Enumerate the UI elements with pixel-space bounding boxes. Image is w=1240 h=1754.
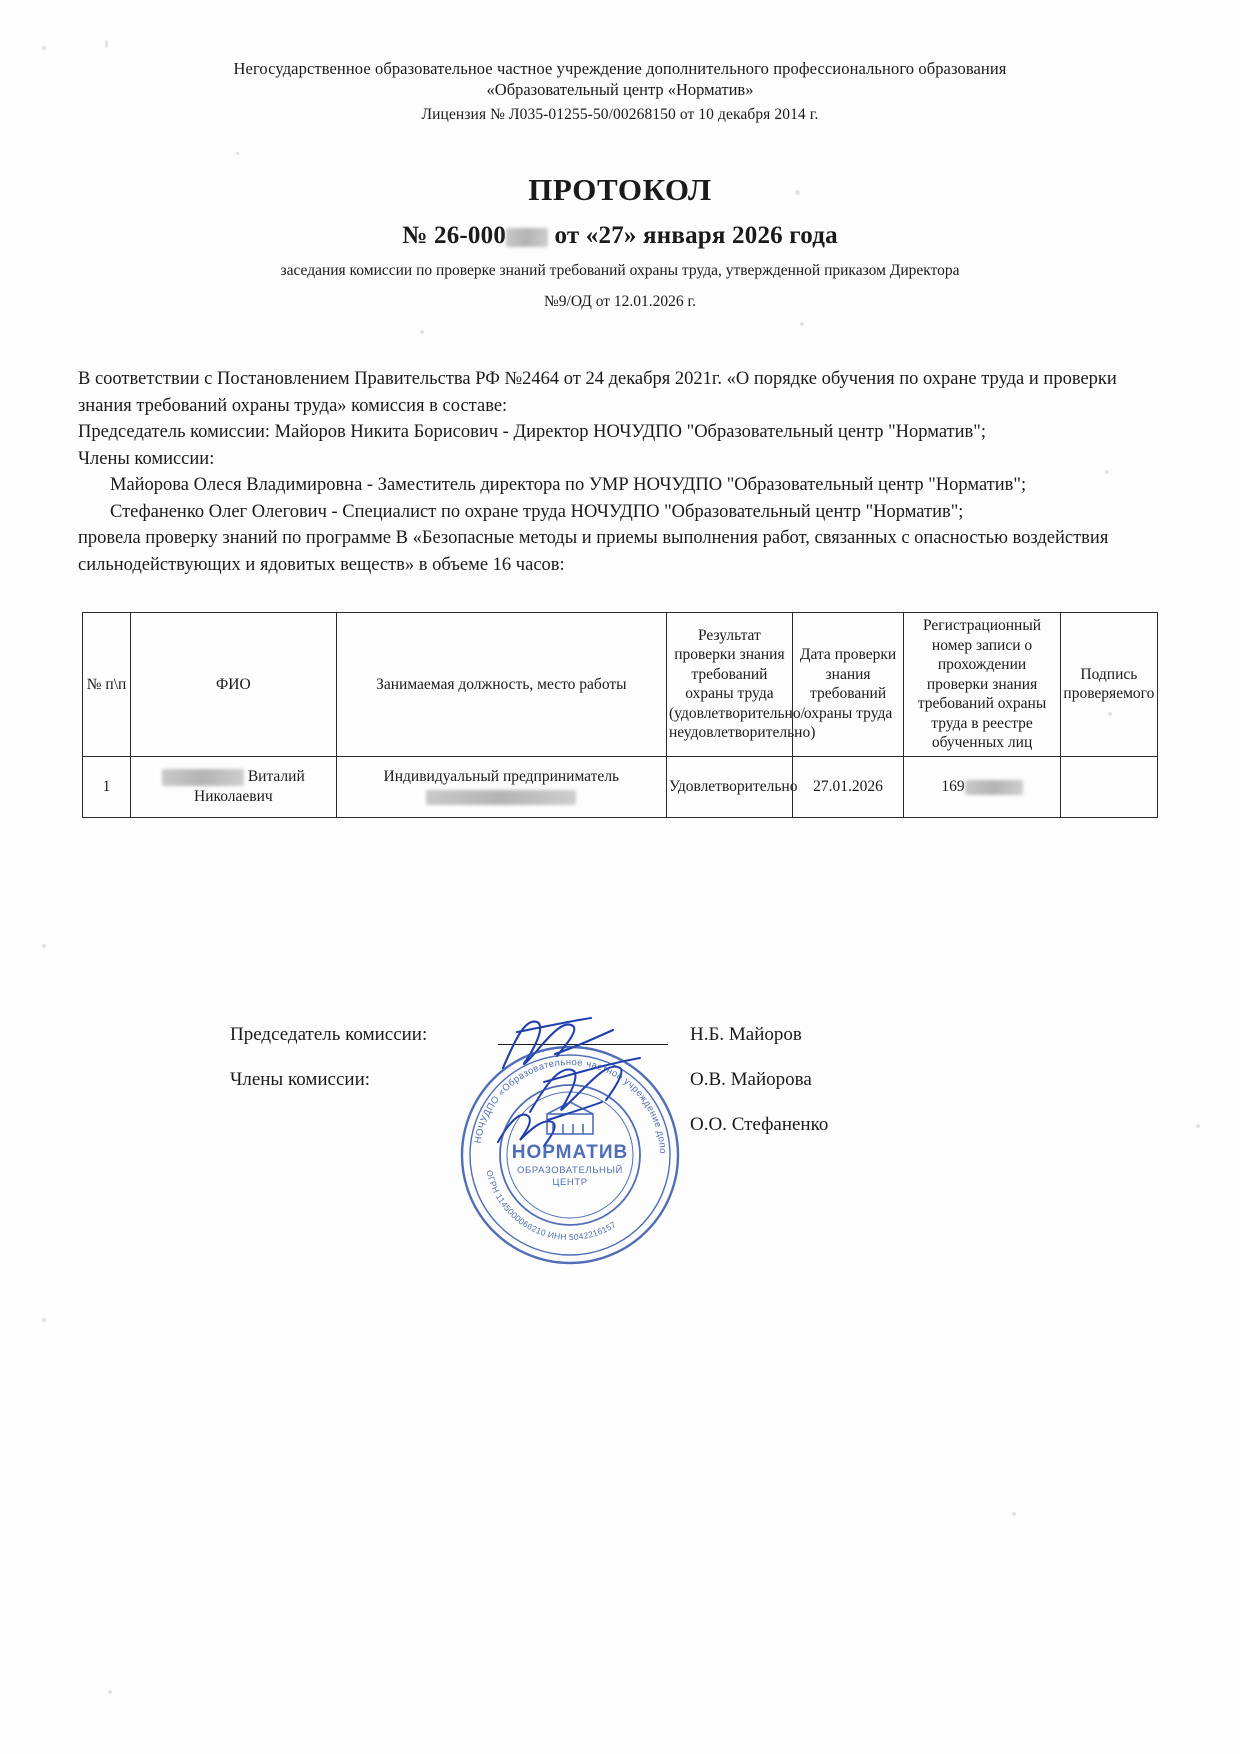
scan-speck (105, 40, 108, 48)
scan-speck (1196, 1124, 1200, 1128)
body-paragraph-2: Председатель комиссии: Майоров Никита Борисович - Директор НОЧУДПО "Образовательный центр "Норматив"; (78, 422, 986, 442)
column-header-fio: ФИО (131, 613, 337, 757)
organization-name-line2: «Образовательный центр «Норматив» (486, 80, 754, 99)
cell-registry-number (904, 756, 1060, 817)
cell-date: 27.01.2026 (792, 756, 903, 817)
column-header-result: Результат проверки знания требований охраны труда (удовлетворительно/неудовлетворительно) (667, 613, 793, 757)
table-row (83, 756, 1158, 817)
column-header-signature: Подпись проверяемого (1060, 613, 1157, 757)
stamp-center-line3: ЦЕНТР (552, 1177, 588, 1188)
stamp-center-line2: ОБРАЗОВАТЕЛЬНЫЙ (517, 1165, 623, 1176)
cell-fio-text: Виталий Николаевич (194, 768, 305, 805)
stamp-center-line1: НОРМАТИВ (511, 1142, 629, 1163)
cell-signature (1060, 756, 1157, 817)
redacted-position-detail (426, 790, 576, 805)
chairman-name: Н.Б. Майоров (690, 1024, 802, 1045)
redacted-surname (162, 769, 244, 786)
cell-number: 1 (83, 756, 131, 817)
cell-result: Удовлетворительно (667, 756, 793, 817)
member1-name: О.В. Майорова (690, 1069, 812, 1090)
document-number (0, 222, 1240, 250)
cell-position (336, 756, 666, 817)
body-member-1: Майорова Олеся Владимировна - Заместитель директора по УМР НОЧУДПО "Образовательный центр "Норматив"; (110, 475, 1027, 495)
document-number-prefix: № 26-000 (402, 222, 507, 249)
organization-name-line1: Негосударственное образовательное частное учреждение дополнительного профессионального образования (233, 59, 1007, 78)
body-paragraph-3: Члены комиссии: (78, 448, 215, 469)
scan-speck (108, 1690, 112, 1694)
license-line: Лицензия № Л035-01255-50/00268150 от 10 декабря 2014 г. (421, 106, 819, 123)
scan-speck (42, 46, 46, 50)
table-header-row (83, 613, 1158, 757)
redacted-number (506, 228, 548, 247)
column-header-number: № п\п (83, 613, 131, 757)
column-header-registry: Регистрационный номер записи о прохождении проверки знания требований охраны труда в реестре обученных лиц (904, 613, 1060, 757)
scan-speck (800, 322, 804, 326)
document-body (78, 366, 1162, 578)
scan-speck (795, 190, 800, 195)
scan-speck (42, 1318, 46, 1322)
cell-position-text: Индивидуальный предприниматель (383, 768, 620, 785)
scan-speck (236, 152, 239, 155)
document-number-suffix: от «27» января 2026 года (548, 222, 838, 249)
column-header-date: Дата проверки знания требований охраны труда (792, 613, 903, 757)
cell-fio (131, 756, 337, 817)
body-paragraph-1: В соответствии с Постановлением Правительства РФ №2464 от 24 декабря 2021г. «О порядке обучения по охране труда и проверки знания требований охраны труда» комиссия в составе: (78, 369, 1117, 416)
scan-speck (1105, 470, 1109, 474)
column-header-position: Занимаемая должность, место работы (336, 613, 666, 757)
stamp-outer-bottom-text: ОГРН 1145000066210 ИНН 5042216157 (484, 1169, 618, 1243)
scan-speck (1108, 712, 1112, 716)
official-stamp (455, 1040, 685, 1270)
chairman-label: Председатель комиссии: (230, 1024, 428, 1045)
page-title: ПРОТОКОЛ (528, 172, 712, 207)
members-label: Члены комиссии: (230, 1069, 371, 1090)
stamp-outer-top-text: НОЧУДПО «Образовательное частное учреждение допо (472, 1056, 669, 1155)
body-paragraph-6: провела проверку знаний по программе В «Безопасные методы и приемы выполнения работ, связанных с опасностью воздействия сильнодействующих и ядовитых веществ» в объеме 16 часов: (78, 528, 1109, 575)
document-subtitle-line2: №9/ОД от 12.01.2026 г. (543, 293, 697, 310)
scan-speck (42, 944, 46, 948)
scan-speck (1012, 1512, 1016, 1516)
document-subtitle-line1: заседания комиссии по проверке знаний требований охраны труда, утвержденной приказом Директора (280, 262, 960, 279)
scan-speck (420, 330, 424, 334)
document-header (0, 0, 1240, 124)
redacted-registry (965, 780, 1023, 795)
protocol-table (82, 612, 1158, 818)
body-member-2: Стефаненко Олег Олегович - Специалист по охране труда НОЧУДПО "Образовательный центр "Норматив"; (110, 501, 964, 522)
member2-name: О.О. Стефаненко (690, 1114, 829, 1135)
cell-registry-text: 169 (941, 777, 965, 795)
